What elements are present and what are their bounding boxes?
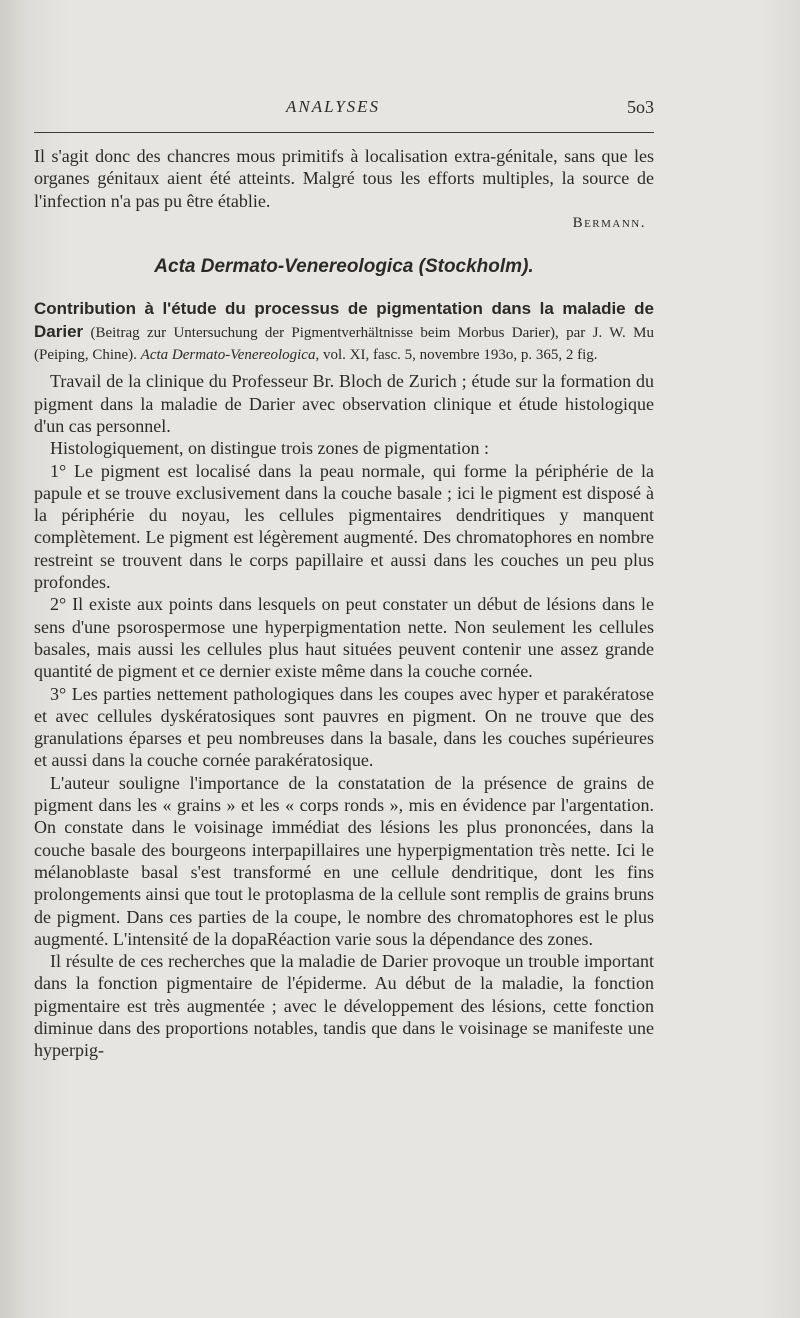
article-heading: [34, 298, 654, 367]
body-paragraph: Travail de la clinique du Professeur Br. Bloch de Zurich ; étude sur la formation du pigment dans la maladie de Darier avec observation clinique et étude histologique d'un cas personnel.: [34, 371, 654, 436]
body-paragraph: L'auteur souligne l'importance de la constatation de la présence de grains de pigment dans les « grains » et les « corps ronds », mis en évidence par l'argentation. On constate dans le voisinage immédiat des lésions les plus prononcées, dans la couche basale des bourgeons interpapillaires une hyperpigmentation très nette. Ici le mélanoblaste basal s'est transformé en une cellule dendritique, dont les fins prolongements ainsi que tout le protoplasma de la cellule sont remplis de grains bruns de pigment. Dans ces parties de la coupe, le nombre des chromatophores est le plus augmenté. L'intensité de la dopaRéaction varie sous la dépendance des zones.: [34, 772, 654, 949]
page-body: [34, 145, 654, 1062]
article-citation-prefix: (Beitrag zur Untersuchung der Pigmentverhältnisse beim Morbus Darier), par J. W. Mu (Peiping, Chine).: [34, 325, 654, 363]
running-title: ANALYSES: [286, 97, 381, 116]
author-signature: Bermann.: [572, 214, 646, 231]
running-header: [34, 97, 654, 123]
continuation-paragraph: Il s'agit donc des chancres mous primitifs à localisation extra-génitale, sans que les organes génitaux aient été atteints. Malgré tous les efforts multiples, la source de l'infection n'a pas pu être établie.: [34, 146, 654, 211]
body-paragraph: Histologiquement, on distingue trois zones de pigmentation :: [50, 438, 489, 459]
body-paragraph: Il résulte de ces recherches que la maladie de Darier provoque un trouble important dans la fonction pigmentaire de l'épiderme. Au début de la maladie, la fonction pigmentaire est très augmentée ; avec le développement des lésions, cette fonction diminue dans des proportions notables, tandis que dans le voisinage se manifeste une hyperpig-: [34, 951, 654, 1061]
article-title: Contribution à l'étude du processus de pigmentation dans la maladie de Darier: [34, 298, 654, 342]
header-rule: [34, 132, 654, 133]
body-paragraph: 1° Le pigment est localisé dans la peau normale, qui forme la périphérie de la papule et se trouve exclusivement dans la couche basale ; ici le pigment est disposé à la périphérie du noyau, les cellules pigmentaires dendritiques y manquent complètement. Le pigment est légèrement augmenté. Des chromatophores en nombre restreint se trouvent dans le corps papillaire et aussi dans les couches un peu plus profondes.: [34, 460, 654, 593]
body-paragraph: 3° Les parties nettement pathologiques dans les coupes avec hyper et parakératose et avec cellules dyskératosiques sont pauvres en pigment. On ne trouve que des granulations éparses et peu nombreuses dans la basale, dans les couches supérieures et aussi dans la couche cornée parakératosique.: [34, 683, 654, 771]
body-paragraph: 2° Il existe aux points dans lesquels on peut constater un début de lésions dans le sens d'une psorospermose une hyperpigmentation nette. Non seulement les cellules basales, mais aussi les cellules plus haut situées peuvent contenir une assez grande quantité de pigment et ce dernier existe même dans la couche cornée.: [34, 594, 654, 682]
journal-section-title: Acta Dermato-Venereologica (Stockholm).: [154, 255, 534, 277]
article-citation-suffix: , vol. XI, fasc. 5, novembre 193o, p. 365, 2 fig.: [315, 346, 598, 363]
article-journal: Acta Dermato-Venereologica: [140, 346, 316, 363]
page-number: 5o3: [627, 97, 654, 117]
